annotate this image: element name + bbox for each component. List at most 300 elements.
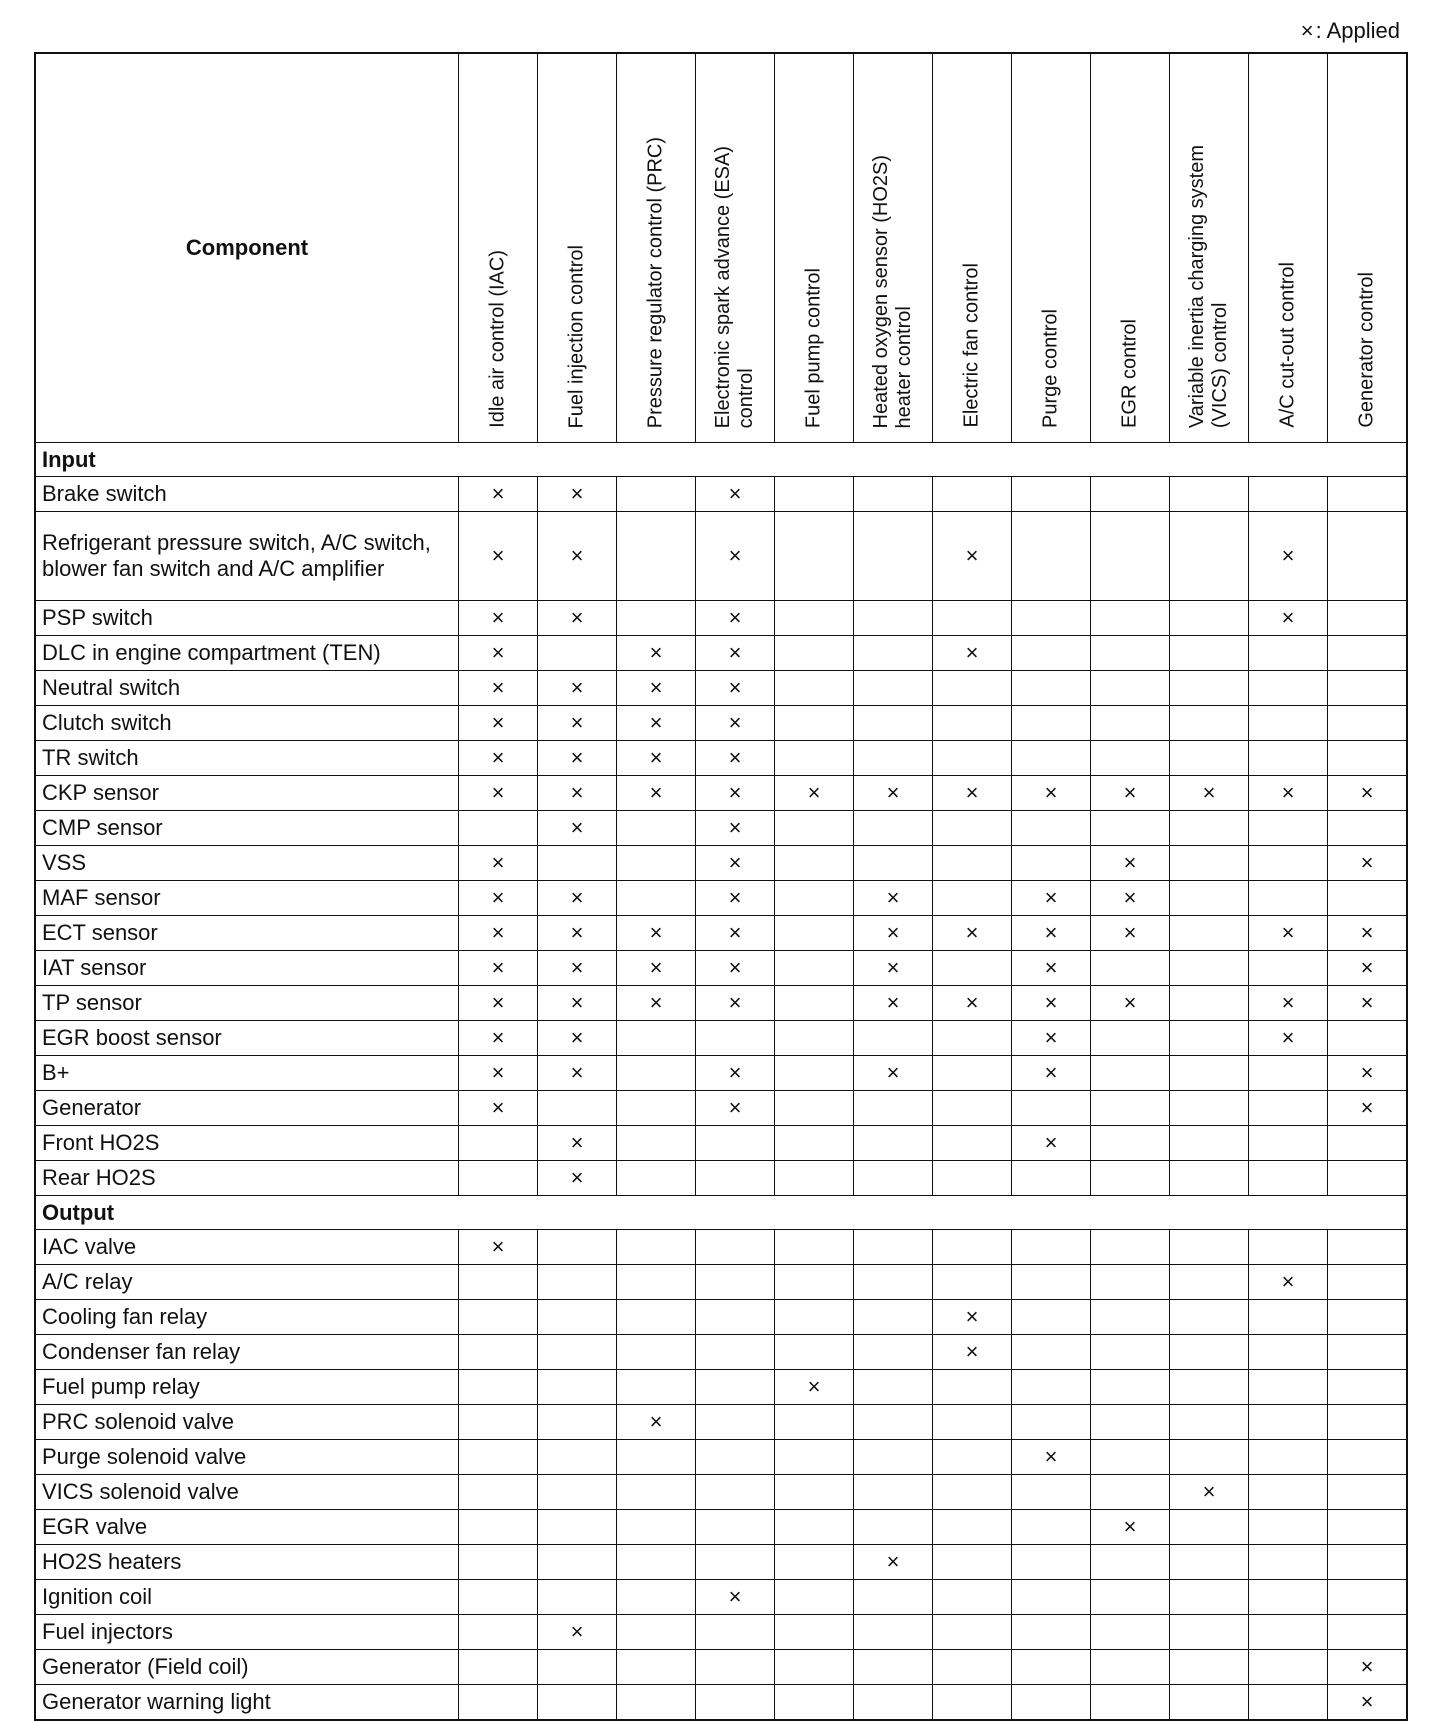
applied-mark: × [696,846,775,881]
empty-cell [617,1265,696,1300]
empty-cell [1328,1300,1408,1335]
table-row [35,1056,1407,1091]
table-row [35,1615,1407,1650]
applied-mark: × [1170,776,1249,811]
empty-cell [775,1615,854,1650]
empty-cell [459,1510,538,1545]
column-header [1170,53,1249,443]
empty-cell [538,1265,617,1300]
table-row [35,1405,1407,1440]
applied-mark: × [696,706,775,741]
applied-mark: × [538,951,617,986]
empty-cell [696,1405,775,1440]
empty-cell [1091,1685,1170,1721]
empty-cell [854,512,933,601]
empty-cell [1091,1091,1170,1126]
component-name: PRC solenoid valve [35,1405,459,1440]
empty-cell [1091,1021,1170,1056]
applied-mark: × [459,776,538,811]
empty-cell [1091,636,1170,671]
empty-cell [775,1510,854,1545]
applied-mark: × [617,916,696,951]
column-header-line: (VICS) control [1209,302,1231,428]
column-header-line: Electric fan control [960,263,983,428]
empty-cell [1249,1650,1328,1685]
empty-cell [775,846,854,881]
applied-mark: × [617,636,696,671]
applied-mark: × [459,916,538,951]
applied-mark: × [696,741,775,776]
empty-cell [696,1230,775,1265]
empty-cell [854,1300,933,1335]
empty-cell [459,1265,538,1300]
empty-cell [696,1370,775,1405]
empty-cell [775,1265,854,1300]
empty-cell [1170,1370,1249,1405]
empty-cell [696,1335,775,1370]
column-header-label [1277,262,1300,428]
empty-cell [1012,671,1091,706]
empty-cell [775,706,854,741]
empty-cell [538,1230,617,1265]
component-name: Generator [35,1091,459,1126]
empty-cell [1012,706,1091,741]
applied-mark: × [538,477,617,512]
empty-cell [1091,1615,1170,1650]
empty-cell [1328,1230,1408,1265]
empty-cell [1012,1265,1091,1300]
empty-cell [775,1580,854,1615]
column-header [617,53,696,443]
empty-cell [1249,636,1328,671]
empty-cell [1328,1440,1408,1475]
empty-cell [854,1161,933,1196]
empty-cell [459,1300,538,1335]
empty-cell [933,811,1012,846]
empty-cell [1170,846,1249,881]
empty-cell [1328,512,1408,601]
empty-cell [1328,1021,1408,1056]
empty-cell [696,1300,775,1335]
table-row [35,1230,1407,1265]
table-row [35,1161,1407,1196]
empty-cell [696,1615,775,1650]
empty-cell [775,512,854,601]
column-header-line: Fuel injection control [565,244,588,428]
empty-cell [854,741,933,776]
applied-mark: × [1328,951,1408,986]
empty-cell [933,477,1012,512]
component-name: Fuel pump relay [35,1370,459,1405]
empty-cell [933,1021,1012,1056]
applied-mark: × [459,636,538,671]
empty-cell [1249,1405,1328,1440]
applied-mark: × [775,1370,854,1405]
empty-cell [538,1440,617,1475]
empty-cell [1328,1370,1408,1405]
empty-cell [854,1475,933,1510]
applied-mark: × [538,916,617,951]
applied-mark: × [459,741,538,776]
column-header-label [487,250,510,428]
legend [1301,18,1400,44]
empty-cell [1170,1230,1249,1265]
empty-cell [1328,1405,1408,1440]
empty-cell [775,881,854,916]
empty-cell [1012,1615,1091,1650]
component-name: CKP sensor [35,776,459,811]
applied-mark: × [459,1056,538,1091]
empty-cell [617,1545,696,1580]
empty-cell [1091,1370,1170,1405]
empty-cell [1249,1230,1328,1265]
component-name: Ignition coil [35,1580,459,1615]
table-row [35,1335,1407,1370]
applied-mark: × [1012,916,1091,951]
applied-mark: × [1328,986,1408,1021]
empty-cell [775,1685,854,1721]
applied-mark: × [933,636,1012,671]
empty-cell [854,1615,933,1650]
empty-cell [1091,1230,1170,1265]
component-name: HO2S heaters [35,1545,459,1580]
table-row [35,741,1407,776]
applied-mark: × [538,671,617,706]
empty-cell [933,741,1012,776]
component-name: B+ [35,1056,459,1091]
column-header [696,53,775,443]
empty-cell [1170,477,1249,512]
empty-cell [1249,1056,1328,1091]
empty-cell [1170,706,1249,741]
empty-cell [1091,811,1170,846]
applied-mark: × [933,916,1012,951]
component-header: Component [35,53,459,443]
empty-cell [617,1615,696,1650]
empty-cell [459,1685,538,1721]
empty-cell [854,706,933,741]
empty-cell [617,1580,696,1615]
component-name: Generator warning light [35,1685,459,1721]
empty-cell [1170,1265,1249,1300]
empty-cell [538,1300,617,1335]
empty-cell [775,1475,854,1510]
component-name: Refrigerant pressure switch, A/C switch, blower fan switch and A/C amplifier [35,512,459,601]
empty-cell [696,1685,775,1721]
column-header-line: Generator control [1355,272,1378,428]
component-name: IAT sensor [35,951,459,986]
applied-mark: × [1249,916,1328,951]
component-name: Fuel injectors [35,1615,459,1650]
column-header-label [1356,272,1379,428]
empty-cell [1249,1335,1328,1370]
empty-cell [933,1370,1012,1405]
applied-mark: × [1091,916,1170,951]
applied-mark: × [459,706,538,741]
empty-cell [696,1021,775,1056]
column-header-label [645,137,668,428]
empty-cell [1170,986,1249,1021]
empty-cell [538,1685,617,1721]
applied-mark: × [617,951,696,986]
empty-cell [1091,477,1170,512]
empty-cell [538,1405,617,1440]
empty-cell [1170,1545,1249,1580]
applied-mark: × [617,741,696,776]
empty-cell [1328,881,1408,916]
applied-mark: × [696,512,775,601]
empty-cell [1012,1405,1091,1440]
empty-cell [1012,811,1091,846]
empty-cell [1170,1335,1249,1370]
empty-cell [538,1545,617,1580]
table-row [35,1021,1407,1056]
empty-cell [1249,706,1328,741]
applied-mark: × [1012,1126,1091,1161]
empty-cell [775,1126,854,1161]
empty-cell [775,1161,854,1196]
table-row [35,636,1407,671]
applied-mark: × [1328,1091,1408,1126]
table-row [35,706,1407,741]
table-row [35,776,1407,811]
column-header-label [961,263,984,428]
applied-mark: × [538,1615,617,1650]
applied-mark: × [1328,776,1408,811]
empty-cell [696,1440,775,1475]
table-row [35,881,1407,916]
empty-cell [1328,811,1408,846]
table-row [35,1650,1407,1685]
empty-cell [1249,881,1328,916]
applied-mark: × [1249,1265,1328,1300]
applied-mark: × [1091,776,1170,811]
empty-cell [1328,636,1408,671]
applied-mark: × [1012,1021,1091,1056]
applied-mark: × [1012,951,1091,986]
applied-mark: × [933,1300,1012,1335]
empty-cell [854,1091,933,1126]
empty-cell [617,1685,696,1721]
empty-cell [933,706,1012,741]
empty-cell [1170,916,1249,951]
empty-cell [1249,1685,1328,1721]
component-name: ECT sensor [35,916,459,951]
empty-cell [854,636,933,671]
empty-cell [1249,1300,1328,1335]
table-row [35,1545,1407,1580]
component-name: Clutch switch [35,706,459,741]
empty-cell [1012,1230,1091,1265]
empty-cell [933,1091,1012,1126]
empty-cell [1091,951,1170,986]
empty-cell [1249,1091,1328,1126]
column-header-line: Pressure regulator control (PRC) [644,136,667,428]
empty-cell [854,601,933,636]
empty-cell [775,811,854,846]
applied-mark: × [854,881,933,916]
column-header-line: Electronic spark advance (ESA) [712,145,734,428]
applied-mark: × [1012,986,1091,1021]
empty-cell [1012,1650,1091,1685]
empty-cell [1249,1161,1328,1196]
empty-cell [775,986,854,1021]
empty-cell [1249,1510,1328,1545]
empty-cell [775,671,854,706]
applied-mark: × [1170,1475,1249,1510]
applied-mark: × [854,986,933,1021]
empty-cell [1012,741,1091,776]
applied-mark: × [459,1230,538,1265]
empty-cell [1091,1265,1170,1300]
applied-mark: × [538,601,617,636]
applied-mark: × [1091,1510,1170,1545]
empty-cell [1170,636,1249,671]
legend-text: : Applied [1315,18,1400,43]
empty-cell [1170,1126,1249,1161]
table-row [35,512,1407,601]
column-header-line: control [735,367,757,428]
table-row [35,951,1407,986]
component-name: Cooling fan relay [35,1300,459,1335]
table-row [35,846,1407,881]
applied-mark: × [538,1056,617,1091]
empty-cell [854,477,933,512]
empty-cell [1249,1475,1328,1510]
empty-cell [775,477,854,512]
applied-mark: × [696,1580,775,1615]
empty-cell [696,1545,775,1580]
column-header-line: A/C cut-out control [1276,262,1299,428]
applied-mark: × [617,671,696,706]
empty-cell [1012,1580,1091,1615]
applied-mark: × [617,986,696,1021]
empty-cell [775,1335,854,1370]
column-header [459,53,538,443]
applied-mark: × [696,776,775,811]
applied-mark: × [617,706,696,741]
empty-cell [617,1230,696,1265]
empty-cell [1170,1650,1249,1685]
empty-cell [1091,1545,1170,1580]
table-row [35,1370,1407,1405]
empty-cell [1170,881,1249,916]
component-name: VSS [35,846,459,881]
empty-cell [459,1161,538,1196]
empty-cell [459,811,538,846]
applied-mark: × [696,881,775,916]
column-header-label [1040,309,1063,428]
empty-cell [1249,1545,1328,1580]
empty-cell [775,916,854,951]
applied-mark: × [696,1056,775,1091]
legend-symbol: × [1300,18,1314,43]
empty-cell [933,951,1012,986]
empty-cell [775,1056,854,1091]
empty-cell [696,1265,775,1300]
empty-cell [459,1405,538,1440]
applied-mark: × [538,706,617,741]
empty-cell [1328,1615,1408,1650]
empty-cell [617,1475,696,1510]
column-header-line: Fuel pump control [802,267,825,428]
table-row [35,1091,1407,1126]
column-header [1328,53,1408,443]
empty-cell [459,1475,538,1510]
component-name: TR switch [35,741,459,776]
applied-mark: × [1249,601,1328,636]
applied-mark: × [696,636,775,671]
empty-cell [1328,706,1408,741]
empty-cell [933,1161,1012,1196]
applied-mark: × [1249,776,1328,811]
empty-cell [1328,1545,1408,1580]
applied-mark: × [1091,881,1170,916]
applied-mark: × [538,512,617,601]
applied-mark: × [538,1021,617,1056]
column-header [933,53,1012,443]
empty-cell [617,1021,696,1056]
applied-mark: × [459,1021,538,1056]
applied-mark: × [933,776,1012,811]
table-row [35,1685,1407,1721]
section-row [35,1196,1407,1230]
section-title: Input [35,443,1407,477]
component-name: PSP switch [35,601,459,636]
empty-cell [775,1545,854,1580]
applied-mark: × [933,986,1012,1021]
applied-mark: × [696,477,775,512]
applied-mark: × [854,951,933,986]
empty-cell [933,601,1012,636]
empty-cell [1012,1475,1091,1510]
component-name: Generator (Field coil) [35,1650,459,1685]
empty-cell [1012,636,1091,671]
component-name: MAF sensor [35,881,459,916]
empty-cell [1170,1580,1249,1615]
empty-cell [617,811,696,846]
empty-cell [538,1335,617,1370]
section-row [35,443,1407,477]
column-header-line: heater control [893,305,915,428]
empty-cell [696,1475,775,1510]
empty-cell [1012,1370,1091,1405]
table-row [35,1265,1407,1300]
component-name: TP sensor [35,986,459,1021]
applied-mark: × [1249,986,1328,1021]
applied-mark: × [459,951,538,986]
empty-cell [775,951,854,986]
empty-cell [933,881,1012,916]
table-row [35,477,1407,512]
applied-mark: × [1091,846,1170,881]
empty-cell [1249,1126,1328,1161]
empty-cell [617,1056,696,1091]
empty-cell [617,1161,696,1196]
column-header-line: Variable inertia charging system [1186,144,1208,428]
table-row [35,811,1407,846]
empty-cell [459,1335,538,1370]
empty-cell [1091,1056,1170,1091]
empty-cell [933,1545,1012,1580]
empty-cell [1170,1685,1249,1721]
empty-cell [1170,1510,1249,1545]
empty-cell [459,1545,538,1580]
applied-mark: × [854,1545,933,1580]
empty-cell [854,811,933,846]
empty-cell [617,1335,696,1370]
table-row [35,1126,1407,1161]
